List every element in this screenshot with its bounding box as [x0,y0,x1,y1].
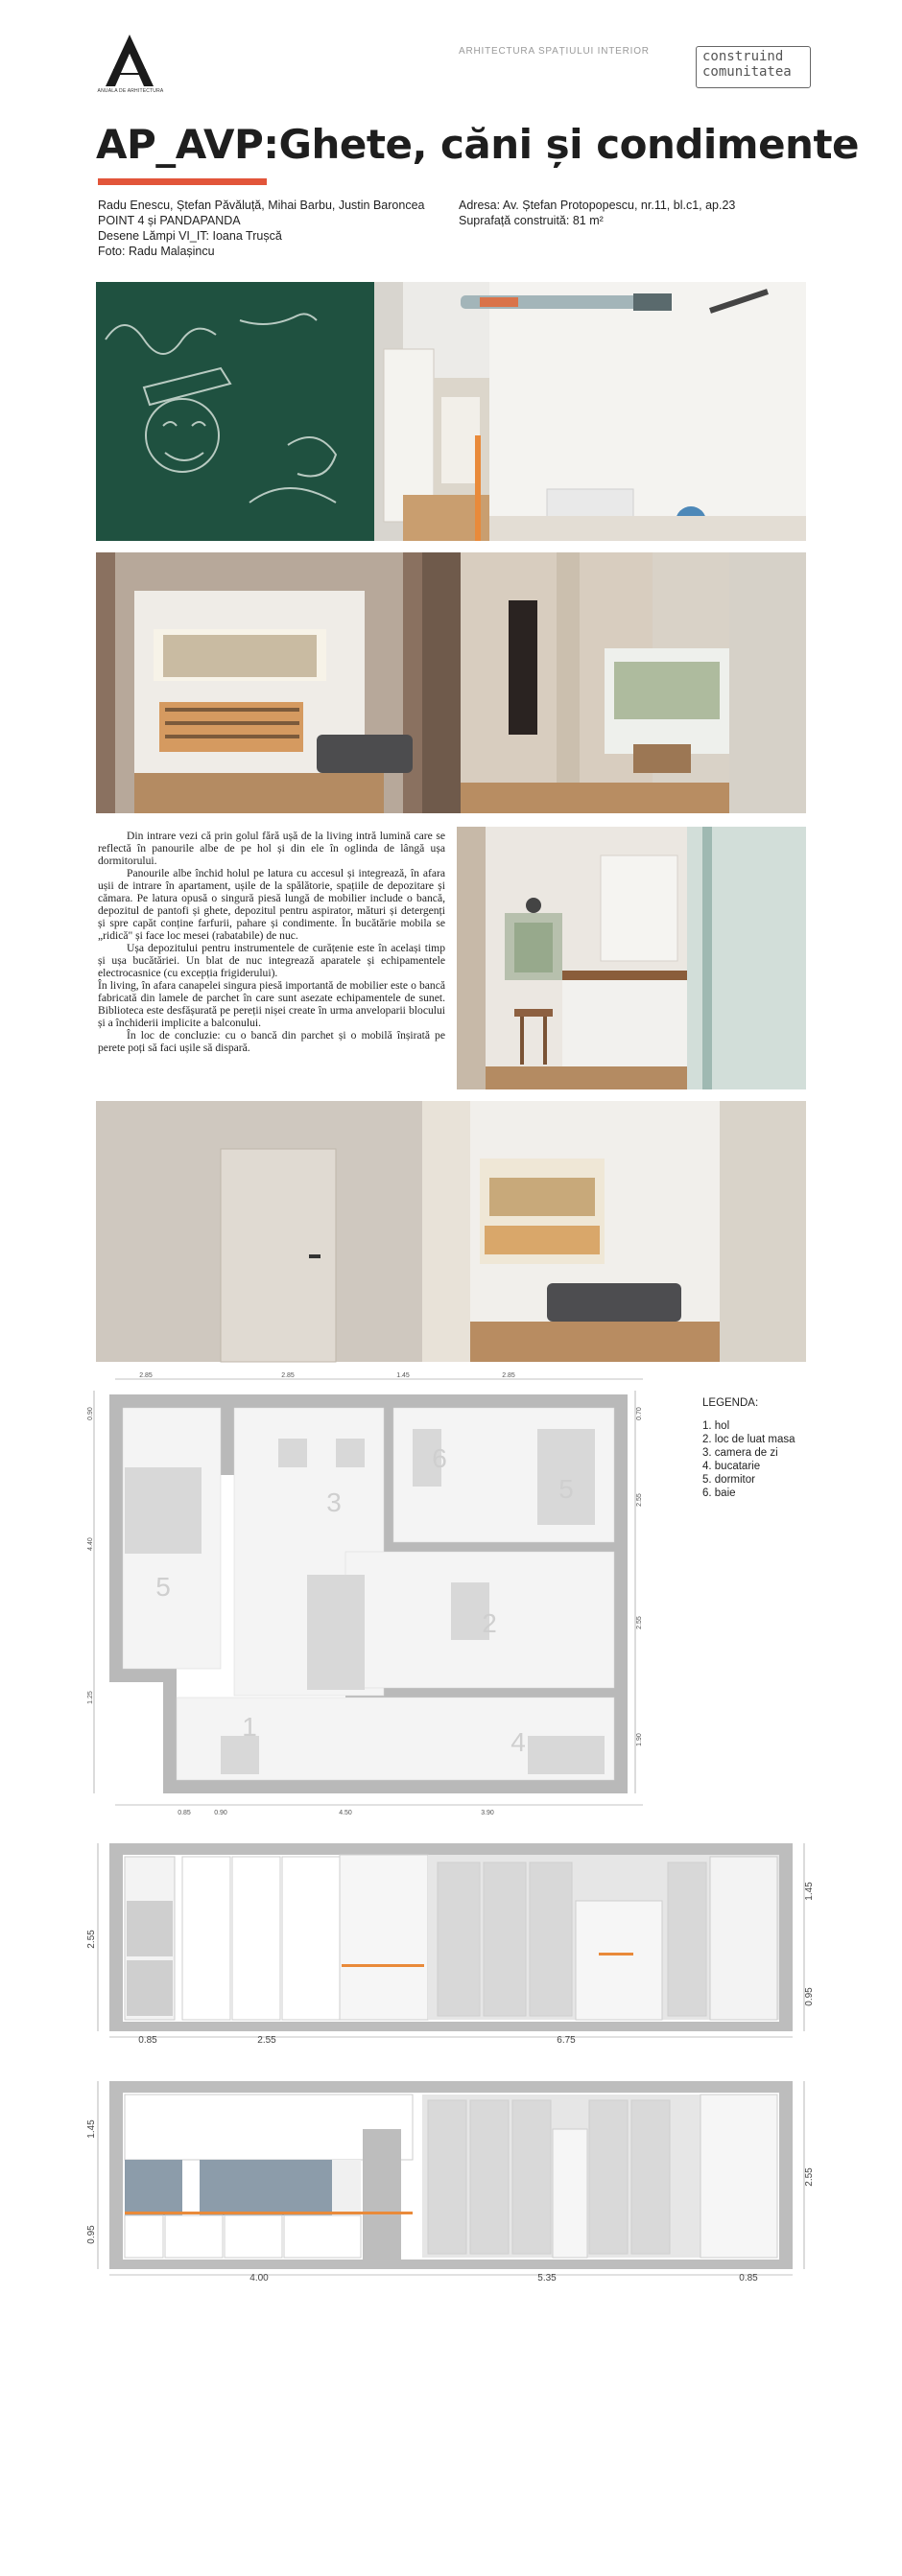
legend-item: 6. baie [702,1487,736,1499]
plan-dim-left: 4.40 [87,1537,94,1551]
elev1-dim-bottom: 2.55 [257,2035,276,2046]
plan-room-number: 4 [510,1727,526,1757]
project-credits [98,198,453,259]
elevation-hall [86,1834,816,2045]
elev2-dim-right: 2.55 [804,2167,815,2187]
floor-plan [86,1371,643,1816]
elev1-dim-bottom: 0.85 [138,2035,157,2046]
elev1-dim-bottom: 6.75 [557,2035,576,2046]
plan-dim-bottom: 0.90 [214,1810,227,1816]
plan-dim-right: 2.55 [636,1493,643,1507]
plan-dim-left: 1.25 [87,1691,94,1704]
plan-dim-top: 2.85 [281,1372,295,1379]
project-description [98,830,445,1054]
elev1-dim-right: 1.45 [804,1882,815,1901]
plan-dim-bottom: 4.50 [339,1810,352,1816]
legend-item: 3. camera de zi [702,1447,778,1459]
plan-room-number: 6 [432,1443,447,1473]
plan-dim-bottom: 0.85 [178,1810,191,1816]
legend-item: 2. loc de luat masa [702,1434,795,1445]
plan-dim-top: 2.85 [502,1372,515,1379]
plan-dim-top: 1.45 [396,1372,410,1379]
credit-photo: Foto: Radu Malașincu [98,245,215,258]
description-paragraph: Panourile albe închid holul pe latura cu accesul și integrează, în afara ușii de intrare în apartament, ușile de la spălătorie, spațiile de depozitare și cămara. Pe latura opusă o singură piesă lungă de mobilier include o bancă, depozitul de pantofi și ghete, depozitul pentru aspirator, mături și detergenți și spre capăt conține farfurii, pahare și condimente. În bucătărie mobila se „ridică" și face loc mesei (rabatabile) de nuc. [98,867,445,942]
elevation-kitchen [86,2072,816,2283]
plan-dim-right: 1.90 [636,1733,643,1746]
description-paragraph: Ușa depozitului pentru instrumentele de curățenie este în același timp și ușa bucătăriei. Un blat de nuc integrează aparatele și echipamentele electrocasnice (cu excepția frigiderului). [98,942,445,979]
plan-dim-bottom: 3.90 [481,1810,494,1816]
plan-room-number: 2 [482,1608,497,1638]
partner-logo-line-1: construind [702,49,784,64]
plan-dim-right: 2.55 [636,1616,643,1629]
legend-item: 5. dormitor [702,1474,755,1486]
elev2-dim-bottom: 0.85 [739,2273,758,2283]
photo-living-room [96,552,806,813]
project-info [459,198,814,228]
project-address: Adresa: Av. Ștefan Protopopescu, nr.11, bl.c1, ap.23 [459,199,736,212]
photo-kitchen [457,827,806,1089]
credit-drawings: Desene Lămpi VI_IT: Ioana Trușcă [98,229,282,243]
plan-room-number: 3 [326,1487,342,1517]
photo-hallway-chalkboard [96,282,806,541]
description-paragraph: Din intrare vezi că prin golul fără ușă de la living intră lumină care se reflectă în panourile albe de pe hol și din ele în oglinda de lângă ușa dormitorului. [98,830,445,867]
project-area: Suprafață construită: 81 m² [459,214,604,227]
credit-authors: Radu Enescu, Ștefan Păvăluță, Mihai Barbu, Justin Baroncea [98,199,425,212]
publication-logo [98,31,161,94]
project-title: AP_AVP:Ghete, căni și condimente [96,121,860,168]
partner-logo [696,46,811,88]
plan-dim-top: 2.85 [139,1372,153,1379]
legend-item: 1. hol [702,1420,730,1432]
elev2-dim-bottom: 4.00 [249,2273,269,2283]
elev2-dim-bottom: 5.35 [537,2273,557,2283]
plan-room-number: 5 [155,1572,171,1602]
plan-dim-right: 0.70 [636,1407,643,1420]
plan-room-number: 1 [242,1712,257,1742]
legend-item: 4. bucatarie [702,1461,761,1472]
title-accent-bar [98,178,267,185]
plan-legend [702,1396,795,1500]
legend-title: LEGENDA: [702,1397,759,1409]
description-paragraph: În living, în afara canapelei singura piesă importantă de mobilier este o bancă fabricată din lamele de parchet în care sunt asezate echipamentele de sunet. Biblioteca este desfășurată pe pereții nișei create în urma anveloparii blocului și a închiderii implicite a balconului. [98,979,445,1029]
credit-collaborators: POINT 4 și PANDAPANDA [98,214,241,227]
elev1-dim-right: 0.95 [804,1987,815,2006]
plan-room-number: 5 [558,1474,574,1504]
elev2-dim-left: 0.95 [86,2225,97,2244]
elev2-dim-left: 1.45 [86,2119,97,2139]
photo-hall-door [96,1101,806,1362]
partner-logo-line-2: comunitatea [702,64,792,80]
plan-dim-left: 0.90 [87,1407,94,1420]
elev1-height: 2.55 [86,1930,97,1949]
logo-caption: ANUALA DE ARHITECTURA [97,88,164,94]
triangle-a-logo-icon [98,31,161,94]
section-label: ARHITECTURA SPAȚIULUI INTERIOR [459,46,650,57]
description-paragraph: În loc de concluzie: cu o bancă din parchet și o mobilă înșirată pe perete poți să faci ușile să dispară. [98,1029,445,1054]
